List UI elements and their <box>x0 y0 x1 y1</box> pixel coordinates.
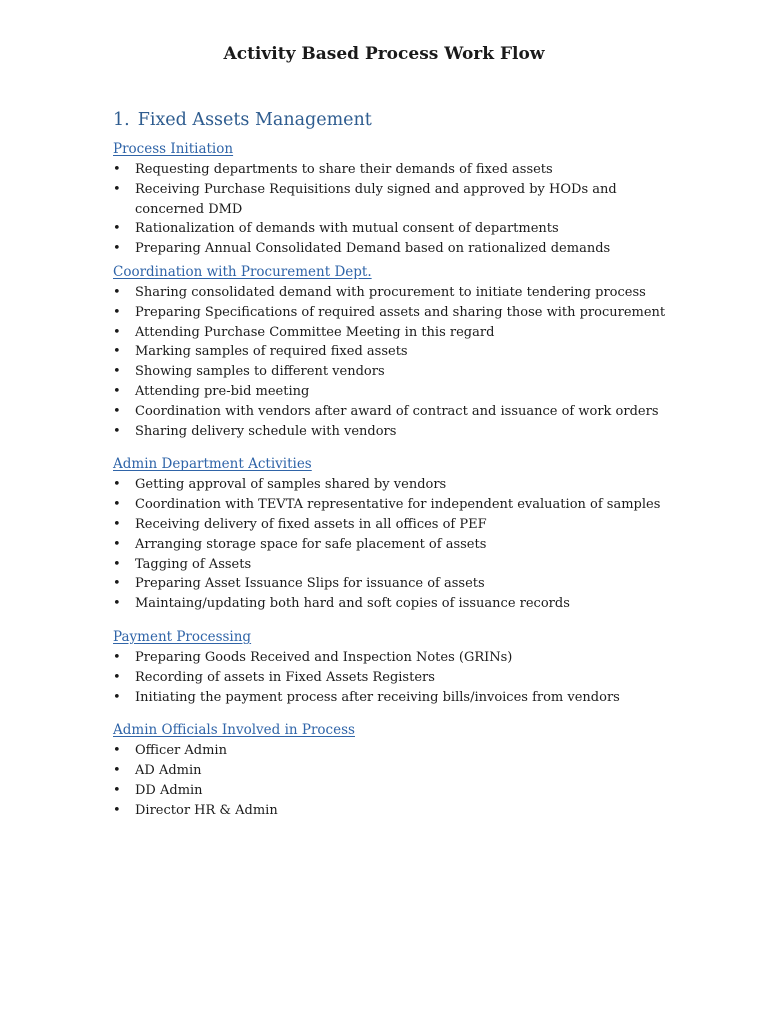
subsection-heading: Process Initiation <box>113 141 234 157</box>
subsection-heading: Admin Officials Involved in Process <box>113 722 355 739</box>
bullet-item: • Rationalization of demands with mutual consent of departments <box>113 219 673 239</box>
bullet-list <box>113 475 673 614</box>
bullet-item: • Attending pre-bid meeting <box>113 382 673 402</box>
bullet-item: • AD Admin <box>113 761 673 781</box>
subsection-process-initiation <box>113 140 673 259</box>
section-number: 1. <box>113 110 130 130</box>
bullet-item: • Getting approval of samples shared by vendors <box>113 475 673 495</box>
bullet-item: • Preparing Annual Consolidated Demand based on rationalized demands <box>113 239 673 259</box>
subsection-heading: Coordination with Procurement Dept. <box>113 263 372 280</box>
bullet-item: • DD Admin <box>113 781 673 801</box>
subsection-admin-department-activities <box>113 455 673 614</box>
subsection-heading: Admin Department Activities <box>113 456 312 473</box>
bullet-item: • Initiating the payment process after receiving bills/invoices from vendors <box>113 688 673 708</box>
bullet-item: • Preparing Goods Received and Inspection Notes (GRINs) <box>113 648 673 668</box>
section-title: Fixed Assets Management <box>137 110 372 130</box>
bullet-item: • Maintaing/updating both hard and soft copies of issuance records <box>113 594 673 614</box>
bullet-item: • Marking samples of required fixed assets <box>113 342 673 362</box>
bullet-item: • Preparing Asset Issuance Slips for issuance of assets <box>113 574 673 594</box>
bullet-item: • Requesting departments to share their demands of fixed assets <box>113 160 673 180</box>
subsection-heading: Payment Processing <box>113 628 252 645</box>
subsection-coordination-procurement <box>113 263 673 441</box>
subsection-payment-processing <box>113 628 673 707</box>
bullet-item: • Arranging storage space for safe placement of assets <box>113 535 673 555</box>
bullet-item: • Director HR & Admin <box>113 801 673 821</box>
bullet-item: • Coordination with TEVTA representative for independent evaluation of samples <box>113 495 673 515</box>
bullet-list <box>113 741 673 820</box>
bullet-list <box>113 283 673 441</box>
bullet-item: • Receiving Purchase Requisitions duly signed and approved by HODs and concerned DMD <box>113 180 673 220</box>
bullet-item: • Receiving delivery of fixed assets in all offices of PEF <box>113 515 673 535</box>
subsection-admin-officials <box>113 721 673 820</box>
bullet-item: • Preparing Specifications of required assets and sharing those with procurement <box>113 303 673 323</box>
bullet-list <box>113 160 673 259</box>
bullet-item: • Sharing delivery schedule with vendors <box>113 422 673 442</box>
section-content <box>113 140 673 821</box>
bullet-item: • Attending Purchase Committee Meeting in this regard <box>113 323 673 343</box>
section-heading <box>113 110 372 130</box>
document-title: Activity Based Process Work Flow <box>223 44 545 64</box>
bullet-item: • Coordination with vendors after award of contract and issuance of work orders <box>113 402 673 422</box>
bullet-item: • Officer Admin <box>113 741 673 761</box>
bullet-item: • Showing samples to different vendors <box>113 362 673 382</box>
bullet-item: • Recording of assets in Fixed Assets Registers <box>113 668 673 688</box>
bullet-item: • Tagging of Assets <box>113 555 673 575</box>
bullet-item: • Sharing consolidated demand with procurement to initiate tendering process <box>113 283 673 303</box>
bullet-list <box>113 648 673 707</box>
